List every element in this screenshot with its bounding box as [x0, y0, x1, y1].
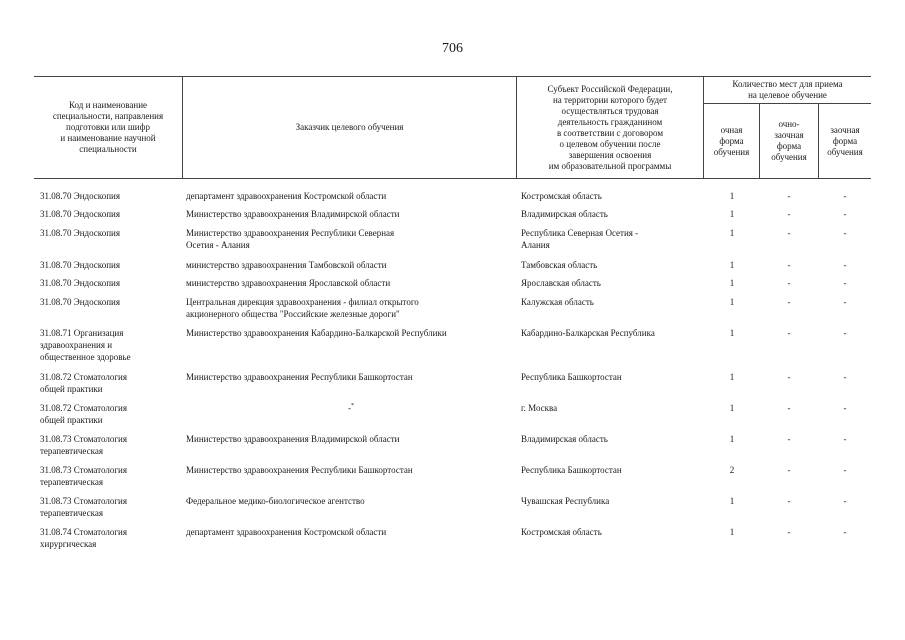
part-time-cell: -	[787, 527, 791, 537]
customer-cell: Министерство здравоохранения Республики Башкортостан	[186, 372, 413, 382]
full-time-cell: 1	[729, 297, 735, 307]
part-time-cell: -	[787, 496, 791, 506]
header-seats-group: Количество мест для приема на целевое обучение	[732, 79, 843, 100]
subject-cell: Республика Северная Осетия - Алания	[521, 228, 639, 250]
subject-cell: Чувашская Республика	[521, 496, 610, 506]
header-part-time: очно- заочная форма обучения	[771, 119, 807, 162]
customer-cell: департамент здравоохранения Костромской области	[186, 191, 387, 201]
subject-cell: Костромская область	[521, 191, 602, 201]
customer-cell: Министерство здравоохранения Владимирской области	[186, 209, 400, 219]
subject-cell: Республика Башкортостан	[521, 465, 622, 475]
customer-cell: Министерство здравоохранения Республики Северная Осетия - Алания	[186, 228, 395, 250]
specialty-cell: 31.08.70 Эндоскопия	[40, 260, 120, 270]
part-time-cell: -	[787, 278, 791, 288]
distance-cell: -	[843, 465, 847, 475]
part-time-cell: -	[787, 260, 791, 270]
subject-cell: Кабардино-Балкарская Республика	[521, 328, 655, 338]
specialty-cell: 31.08.70 Эндоскопия	[40, 297, 120, 307]
header-customer: Заказчик целевого обучения	[295, 122, 404, 132]
customer-cell: Министерство здравоохранения Владимирской области	[186, 434, 400, 444]
header-specialty: Код и наименование специальности, направления подготовки или шифр и наименование научной специальности	[52, 100, 164, 154]
header-full-time: очная форма обучения	[713, 124, 750, 157]
table-header	[34, 76, 871, 179]
distance-cell: -	[843, 260, 847, 270]
distance-cell: -	[843, 496, 847, 506]
distance-cell: -	[843, 297, 847, 307]
customer-cell: Министерство здравоохранения Кабардино-Балкарской Республики	[186, 328, 447, 338]
distance-cell: -	[843, 328, 847, 338]
subject-cell: Республика Башкортостан	[521, 372, 622, 382]
specialty-cell: 31.08.72 Стоматология общей практики	[40, 372, 128, 394]
customer-cell: Федеральное медико-биологическое агентство	[186, 496, 365, 506]
full-time-cell: 1	[729, 278, 735, 288]
full-time-cell: 1	[729, 260, 735, 270]
part-time-cell: -	[787, 328, 791, 338]
distance-cell: -	[843, 372, 847, 382]
subject-cell: Ярославская область	[521, 278, 601, 288]
specialty-cell: 31.08.73 Стоматология терапевтическая	[40, 434, 128, 456]
distance-cell: -	[843, 228, 847, 238]
part-time-cell: -	[787, 465, 791, 475]
customer-cell: Министерство здравоохранения Республики Башкортостан	[186, 465, 413, 475]
distance-cell: -	[843, 191, 847, 201]
subject-cell: Владимирская область	[521, 209, 608, 219]
header-subject: Субъект Российской Федерации, на территории которого будет осуществляться трудовая деятельность гражданином в соответствии с договором о целевом обучении после завершения освоения им образовательной программы	[547, 83, 673, 171]
distance-cell: -	[843, 403, 847, 413]
distance-cell: -	[843, 434, 847, 444]
subject-cell: Тамбовская область	[521, 260, 598, 270]
full-time-cell: 1	[729, 434, 735, 444]
part-time-cell: -	[787, 297, 791, 307]
distance-cell: -	[843, 527, 847, 537]
customer-cell: Центральная дирекция здравоохранения - филиал открытого акционерного общества "Российские железные дороги"	[186, 297, 419, 319]
customer-cell: департамент здравоохранения Костромской области	[186, 527, 387, 537]
full-time-cell: 1	[729, 209, 735, 219]
specialty-cell: 31.08.70 Эндоскопия	[40, 191, 120, 201]
full-time-cell: 1	[729, 228, 735, 238]
part-time-cell: -	[787, 228, 791, 238]
part-time-cell: -	[787, 434, 791, 444]
specialty-cell: 31.08.73 Стоматология терапевтическая	[40, 496, 128, 518]
full-time-cell: 1	[729, 496, 735, 506]
full-time-cell: 1	[729, 372, 735, 382]
part-time-cell: -	[787, 372, 791, 382]
part-time-cell: -	[787, 191, 791, 201]
specialty-cell: 31.08.70 Эндоскопия	[40, 278, 120, 288]
customer-cell	[186, 402, 516, 414]
page-number: 706	[442, 41, 463, 56]
specialty-cell: 31.08.74 Стоматология хирургическая	[40, 527, 128, 549]
full-time-cell: 2	[729, 465, 735, 475]
specialty-cell: 31.08.70 Эндоскопия	[40, 209, 120, 219]
customer-cell: министерство здравоохранения Тамбовской области	[186, 260, 387, 270]
full-time-cell: 1	[729, 527, 735, 537]
specialty-cell: 31.08.72 Стоматология общей практики	[40, 403, 128, 425]
subject-cell: Владимирская область	[521, 434, 608, 444]
full-time-cell: 1	[729, 403, 735, 413]
footnote-mark: *	[351, 403, 354, 409]
specialty-cell: 31.08.73 Стоматология терапевтическая	[40, 465, 128, 487]
customer-dash: -	[348, 403, 351, 413]
subject-cell: Калужская область	[521, 297, 594, 307]
header-distance: заочная форма обучения	[827, 124, 863, 157]
distance-cell: -	[843, 278, 847, 288]
full-time-cell: 1	[729, 328, 735, 338]
part-time-cell: -	[787, 209, 791, 219]
specialty-cell: 31.08.70 Эндоскопия	[40, 228, 120, 238]
full-time-cell: 1	[729, 191, 735, 201]
subject-cell: г. Москва	[521, 403, 558, 413]
part-time-cell: -	[787, 403, 791, 413]
customer-cell: министерство здравоохранения Ярославской области	[186, 278, 391, 288]
distance-cell: -	[843, 209, 847, 219]
subject-cell: Костромская область	[521, 527, 602, 537]
specialty-cell: 31.08.71 Организация здравоохранения и общественное здоровье	[40, 328, 131, 362]
